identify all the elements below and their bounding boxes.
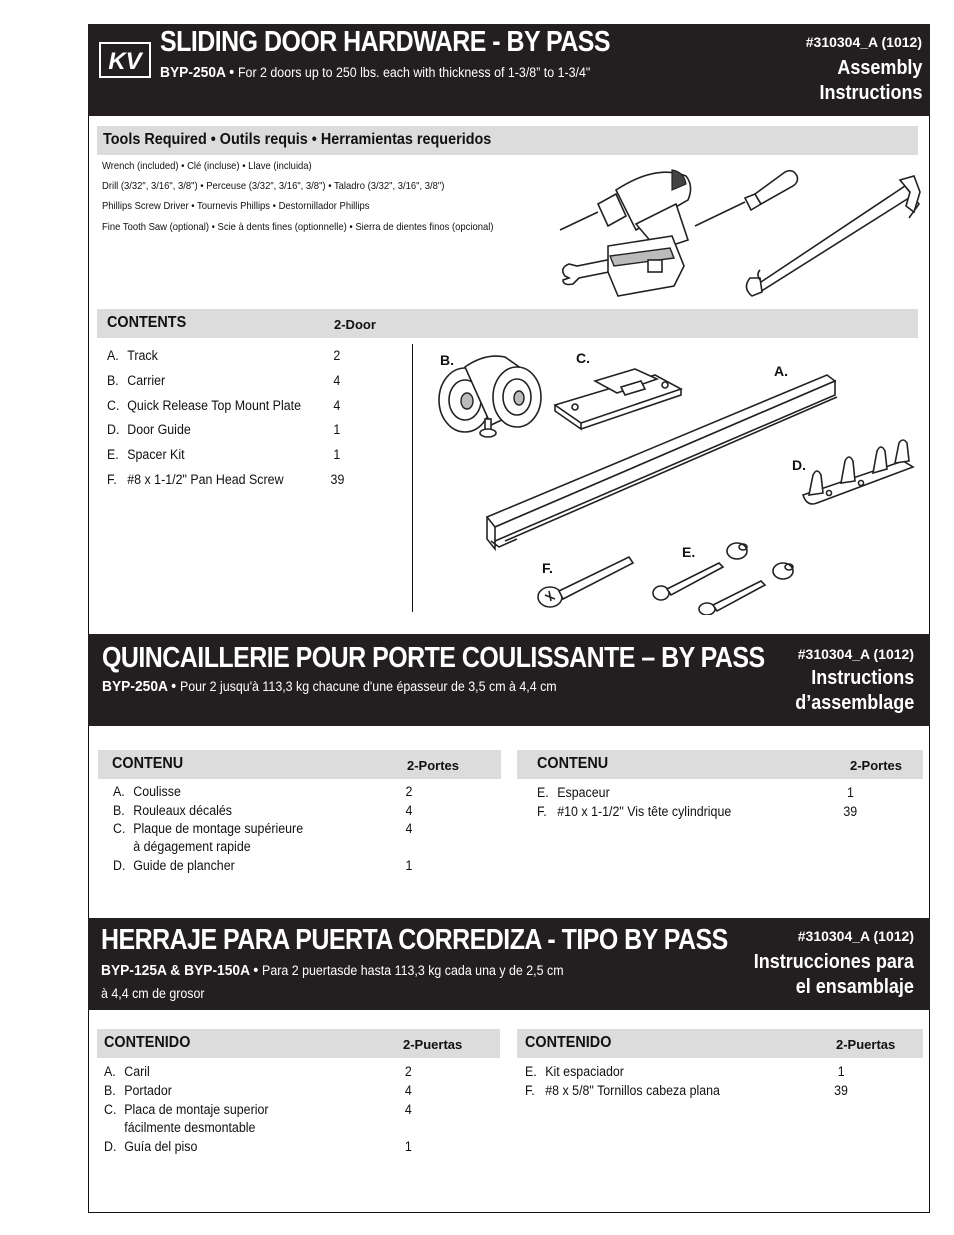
part-label-e: E. [682, 544, 696, 560]
header-banner-es [88, 918, 930, 1010]
tools-heading-bar [97, 126, 918, 155]
row-letter: B. [113, 803, 125, 818]
contenu-heading: CONTENU [112, 755, 184, 772]
row-name: #10 x 1-1/2" Vis tête cylindrique [557, 804, 732, 819]
row-qty: 4 [333, 398, 341, 413]
row-qty: 1 [333, 422, 341, 437]
row-qty: 1 [333, 447, 341, 462]
header-banner-en [88, 24, 930, 116]
contenido-heading-bar-left [97, 1029, 500, 1058]
kv-logo-text: KV [108, 48, 142, 75]
header-banner-fr [88, 634, 930, 726]
model-fr: BYP-250A [102, 678, 168, 695]
model-en: BYP-250A [160, 64, 226, 81]
row-qty: 2 [405, 784, 413, 799]
row-name: Espaceur [557, 785, 610, 800]
row-name: Guía del piso [124, 1139, 198, 1154]
parts-illustration [425, 345, 925, 615]
contenido-heading-bar-right [517, 1029, 923, 1058]
doc-label-en-2: Instructions [818, 82, 922, 104]
row-letter: F. [107, 472, 117, 487]
subtitle-fr [102, 678, 557, 695]
desc-en: For 2 doors up to 250 lbs. each with thickness of 1-3/8” to 1-3/4" [237, 65, 591, 80]
kv-logo [99, 42, 151, 78]
contenido-heading: CONTENIDO [104, 1034, 191, 1051]
row-name: #8 x 5/8" Tornillos cabeza plana [545, 1083, 720, 1098]
bullet-en: • [225, 64, 238, 81]
row-name: Caril [124, 1064, 150, 1079]
tools-illustration [550, 160, 930, 300]
doc-label-es-2: el ensamblaje [795, 976, 914, 998]
doc-label-fr [795, 666, 914, 716]
row-letter: B. [104, 1083, 116, 1098]
contenu-count-header: 2-Portes [407, 758, 460, 773]
pan-head-screw-icon [538, 557, 633, 607]
row-name: Spacer Kit [127, 447, 185, 462]
subtitle-es [101, 962, 564, 979]
row-qty: 4 [404, 1102, 412, 1117]
row-qty: 39 [843, 804, 858, 819]
row-qty: 4 [404, 1083, 412, 1098]
row-qty: 39 [834, 1083, 848, 1098]
tool-line: Wrench (included) • Clé (incluse) • Llave (incluida) [102, 160, 312, 172]
row-letter: D. [107, 422, 120, 437]
row-letter: A. [107, 348, 119, 363]
row-qty: 1 [847, 785, 854, 800]
row-qty: 2 [404, 1064, 412, 1079]
page-title-es: HERRAJE PARA PUERTA CORREDIZA - TIPO BY PASS [101, 924, 728, 956]
contenu-heading: CONTENU [537, 755, 609, 772]
row-qty: 4 [405, 803, 413, 818]
screwdriver-icon [695, 171, 798, 226]
row-name: Carrier [127, 373, 166, 388]
row-letter: C. [104, 1102, 117, 1117]
row-letter: D. [113, 858, 126, 873]
row-qty: 39 [330, 472, 345, 487]
tool-line: Phillips Screw Driver • Tournevis Phillips • Destornillador Phillips [102, 200, 370, 212]
desc-es: Para 2 puertasde hasta 113,3 kg cada una y de 2,5 cm [262, 963, 564, 978]
doc-label-es [754, 950, 914, 1000]
row-letter: A. [104, 1064, 116, 1079]
bullet-es: • [249, 962, 263, 979]
row-name: Track [127, 348, 158, 363]
row-letter: F. [537, 804, 547, 819]
row-name: Placa de montaje superior [124, 1102, 269, 1117]
doc-label-es-1: Instrucciones para [753, 951, 914, 973]
page-title-fr: QUINCAILLERIE POUR PORTE COULISSANTE – BY PASS [102, 642, 765, 674]
contents-divider [412, 344, 413, 612]
desc-fr: Pour 2 jusqu'à 113,3 kg chacune d'une épasseur de 3,5 cm à 4,4 cm [179, 679, 557, 694]
row-name: Rouleaux décalés [133, 803, 232, 818]
row-letter: E. [525, 1064, 537, 1079]
row-letter: A. [113, 784, 125, 799]
row-name: Kit espaciador [545, 1064, 624, 1079]
tool-line: Fine Tooth Saw (optional) • Scie à dents fines (optionnelle) • Sierra de dientes finos (opcional) [102, 221, 494, 233]
subtitle-en [160, 64, 590, 81]
row-letter: D. [104, 1139, 117, 1154]
doc-number-es: #310304_A (1012) [797, 928, 914, 944]
contenido-heading: CONTENIDO [525, 1034, 612, 1051]
mount-plate-icon [555, 369, 681, 429]
row-name: Guide de plancher [133, 858, 235, 873]
spacer-icon [727, 543, 793, 579]
subtitle-es-2: à 4,4 cm de grosor [101, 986, 205, 1001]
row-name: Plaque de montage supérieure [133, 821, 304, 836]
row-qty: 1 [405, 858, 413, 873]
part-label-b: B. [440, 352, 454, 368]
doc-number-fr: #310304_A (1012) [797, 646, 914, 662]
contenido-count-header: 2-Puertas [836, 1037, 896, 1052]
row-name: Portador [124, 1083, 172, 1098]
part-label-c: C. [576, 350, 590, 366]
row-name: Coulisse [133, 784, 181, 799]
row-name: à dégagement rapide [133, 839, 251, 854]
contenido-count-header: 2-Puertas [403, 1037, 463, 1052]
doc-label-fr-1: Instructions [810, 667, 914, 689]
doc-label-fr-2: d’assemblage [794, 692, 914, 714]
part-label-d: D. [792, 457, 806, 473]
contenu-count-header: 2-Portes [850, 758, 903, 773]
row-name: fácilmente desmontable [124, 1120, 256, 1135]
row-qty: 4 [333, 373, 341, 388]
row-letter: E. [537, 785, 549, 800]
doc-label-en-1: Assembly [836, 57, 922, 79]
row-letter: C. [113, 821, 126, 836]
row-name: #8 x 1-1/2" Pan Head Screw [127, 472, 284, 487]
screw-icon [653, 563, 765, 615]
row-qty: 1 [404, 1139, 412, 1154]
contents-heading-bar [97, 309, 918, 338]
row-name: Door Guide [127, 422, 191, 437]
doc-number-en: #310304_A (1012) [805, 34, 922, 50]
row-qty: 1 [837, 1064, 845, 1079]
row-letter: F. [525, 1083, 535, 1098]
carrier-icon [439, 356, 541, 437]
page-title-en: SLIDING DOOR HARDWARE - BY PASS [160, 26, 611, 58]
row-name: Quick Release Top Mount Plate [127, 398, 301, 413]
row-letter: E. [107, 447, 119, 462]
row-qty: 2 [333, 348, 341, 363]
contenu-heading-bar-left [98, 750, 501, 779]
contents-count-header: 2-Door [334, 317, 376, 332]
row-qty: 4 [405, 821, 413, 836]
part-label-f: F. [542, 560, 553, 576]
door-guide-icon [803, 440, 913, 504]
contenu-heading-bar-right [517, 750, 923, 779]
tools-heading: Tools Required • Outils requis • Herramientas requeridos [103, 131, 492, 148]
model-es: BYP-125A & BYP-150A [101, 962, 250, 979]
part-label-a: A. [774, 363, 788, 379]
tool-line: Drill (3/32", 3/16", 3/8") • Perceuse (3/32", 3/16", 3/8") • Taladro (3/32", 3/16", 3/8") [102, 180, 445, 192]
contents-heading: CONTENTS [107, 314, 187, 331]
row-letter: B. [107, 373, 119, 388]
bullet-fr: • [167, 678, 180, 695]
doc-label-en [819, 56, 922, 106]
row-letter: C. [107, 398, 120, 413]
